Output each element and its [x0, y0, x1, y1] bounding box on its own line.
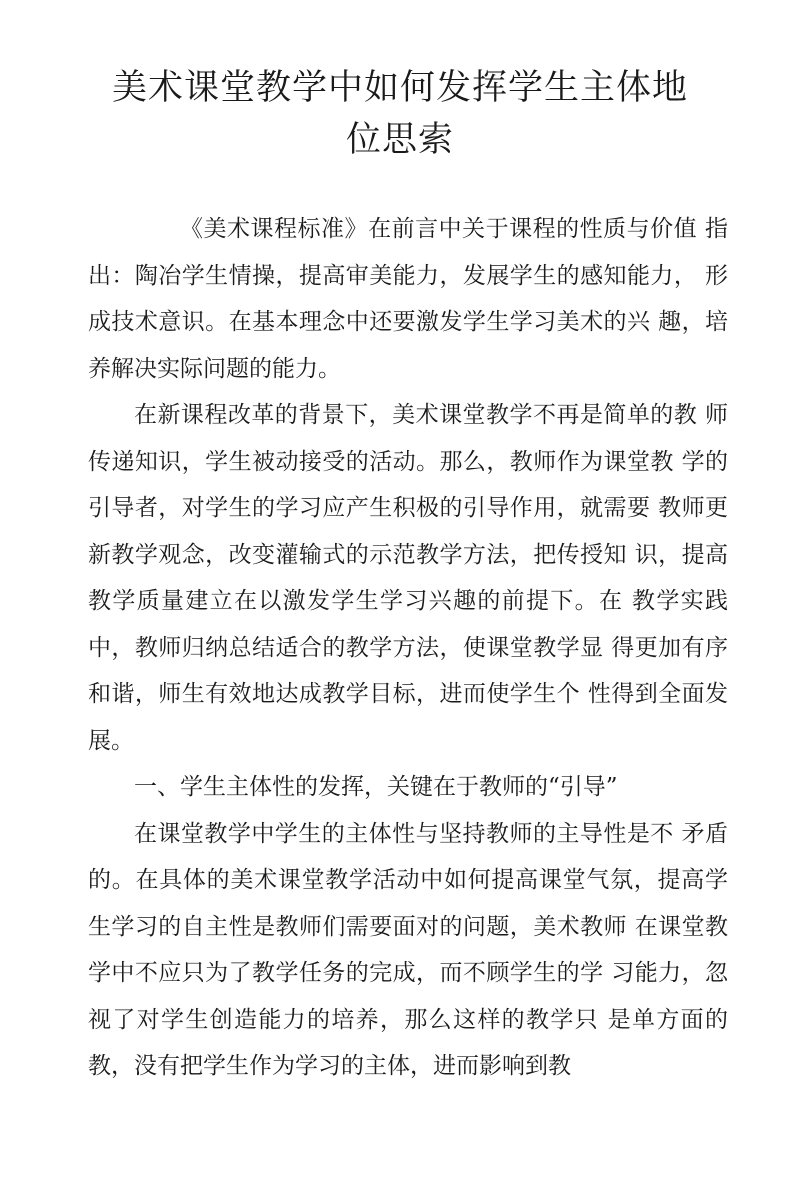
paragraph-reform-background: 在新课程改革的背景下，美术课堂教学不再是简单的教 师传递知识，学生被动接受的活动。那么，教师作为课堂教 学的引导者，对学生的学习应产生积极的引导作用，就需要 教师更新教学观念，改变灌输式的示范教学方法，把传授知 识，提高教学质量建立在以激发学生学习兴趣的前提下。在 教学实践中，教师归纳总结适合的教学方法，使课堂教学显 得更加有序和谐，师生有效地达成教学目标，进而使学生个 性得到全面发展。 — [88, 402, 728, 754]
paragraph-student-subjectivity: 在课堂教学中学生的主体性与坚持教师的主导性是不 矛盾的。在具体的美术课堂教学活动中如何提高课堂气氛，提高学生学习的自主性是教师们需要面对的问题，美术教师 在课堂教学中不应只为了教学任务的完成，而不顾学生的学 习能力，忽视了对学生创造能力的培养，那么这样的教学只 是单方面的教，没有把学生作为学习的主体，进而影响到教 — [88, 820, 728, 1079]
section-heading-guidance: 一、学生主体性的发挥，关键在于教师的“引导” — [134, 774, 618, 800]
document-title: 美术课堂教学中如何发挥学生主体地位思索 — [111, 68, 688, 160]
paragraph-curriculum-standard: 《美术课程标准》在前言中关于课程的性质与价值 指出：陶冶学生情操，提高审美能力，发展学生的感知能力， 形成技术意识。在基本理念中还要激发学生学习美术的兴 趣，培养解决实际问题的能力。 — [88, 216, 728, 382]
document-body — [88, 206, 728, 1090]
